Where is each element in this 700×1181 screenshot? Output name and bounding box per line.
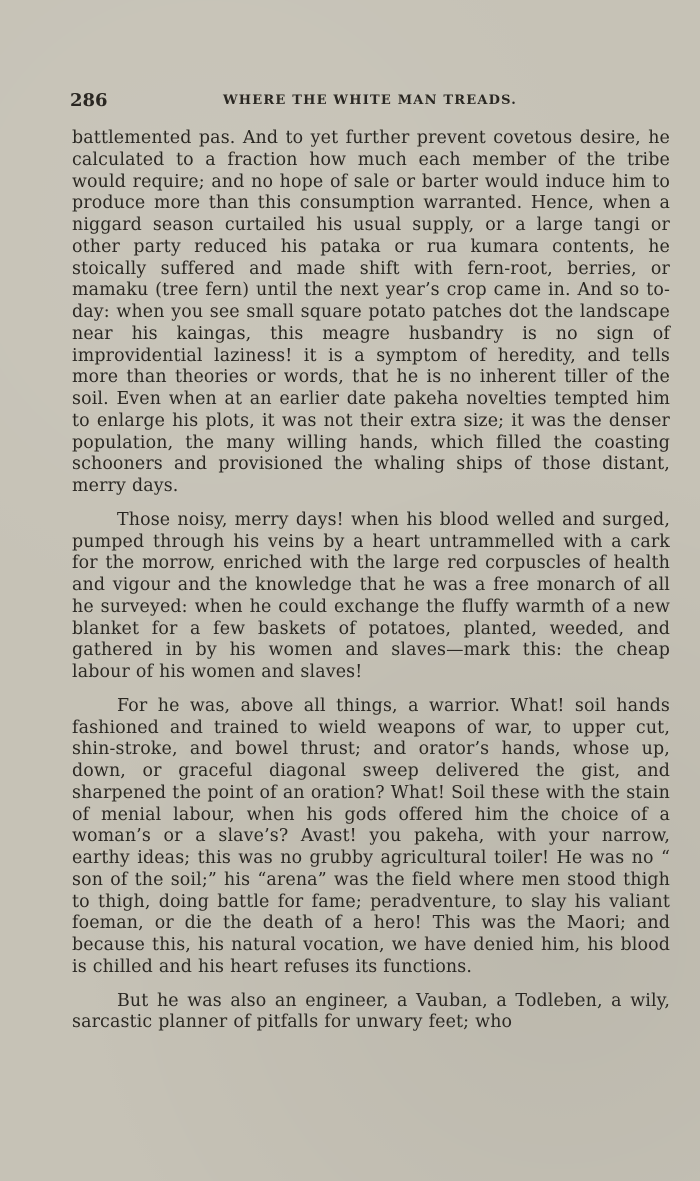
- paragraph-2: Those noisy, merry days! when his blood welled and surged, pumped through his veins by a heart untrammelled with a cark for the morrow, enriched with the large red corpuscles of health and vigour and the knowledge that he was a free monarch of all he surveyed: when he could exchange the fluffy warmth of a new blanket for a few baskets of potatoes, planted, weeded, and gathered in by his women and slaves—mark this: the cheap labour of his women and slaves!: [72, 509, 670, 682]
- page-number: 286: [70, 89, 108, 111]
- paragraph-3: For he was, above all things, a warrior. What! soil hands fashioned and trained to wield weapons of war, to upper cut, shin-stroke, and bowel thrust; and orator’s hands, whose up, down, or graceful diagonal sweep delivered the gist, and sharpened the point of an oration? What! Soil these with the stain of menial labour, when his gods offered him the choice of a woman’s or a slave’s? Avast! you pakeha, with your narrow, earthy ideas; this was no grubby agricultural toiler! He was no “ son of the soil;” his “arena” was the field where men stood thigh to thigh, doing battle for fame; peradventure, to slay his valiant foeman, or die the death of a hero! This was the Maori; and because this, his natural vocation, we have denied him, his blood is chilled and his heart refuses its functions.: [72, 695, 670, 977]
- body-text: [72, 128, 670, 1046]
- running-title: WHERE THE WHITE MAN TREADS.: [223, 92, 517, 108]
- page-header: [70, 88, 670, 112]
- paragraph-1: battlemented pas. And to yet further prevent covetous desire, he calculated to a fraction how much each member of the tribe would require; and no hope of sale or barter would induce him to produce more than this consumption warranted. Hence, when a niggard season curtailed his usual supply, or a large tangi or other party reduced his pataka or rua kumara contents, he stoically suffered and made shift with fern-root, berries, or mamaku (tree fern) until the next year’s crop came in. And so to-day: when you see small square potato patches dot the landscape near his kaingas, this meagre husbandry is no sign of improvidential laziness! it is a symptom of heredity, and tells more than theories or words, that he is no inherent tiller of the soil. Even when at an earlier date pakeha novelties tempted him to enlarge his plots, it was not their extra size; it was the denser population, the many willing hands, which filled the coasting schooners and provisioned the whaling ships of those distant, merry days.: [72, 128, 670, 496]
- paragraph-4: But he was also an engineer, a Vauban, a Todleben, a wily, sarcastic planner of pitfalls for unwary feet; who: [72, 990, 670, 1033]
